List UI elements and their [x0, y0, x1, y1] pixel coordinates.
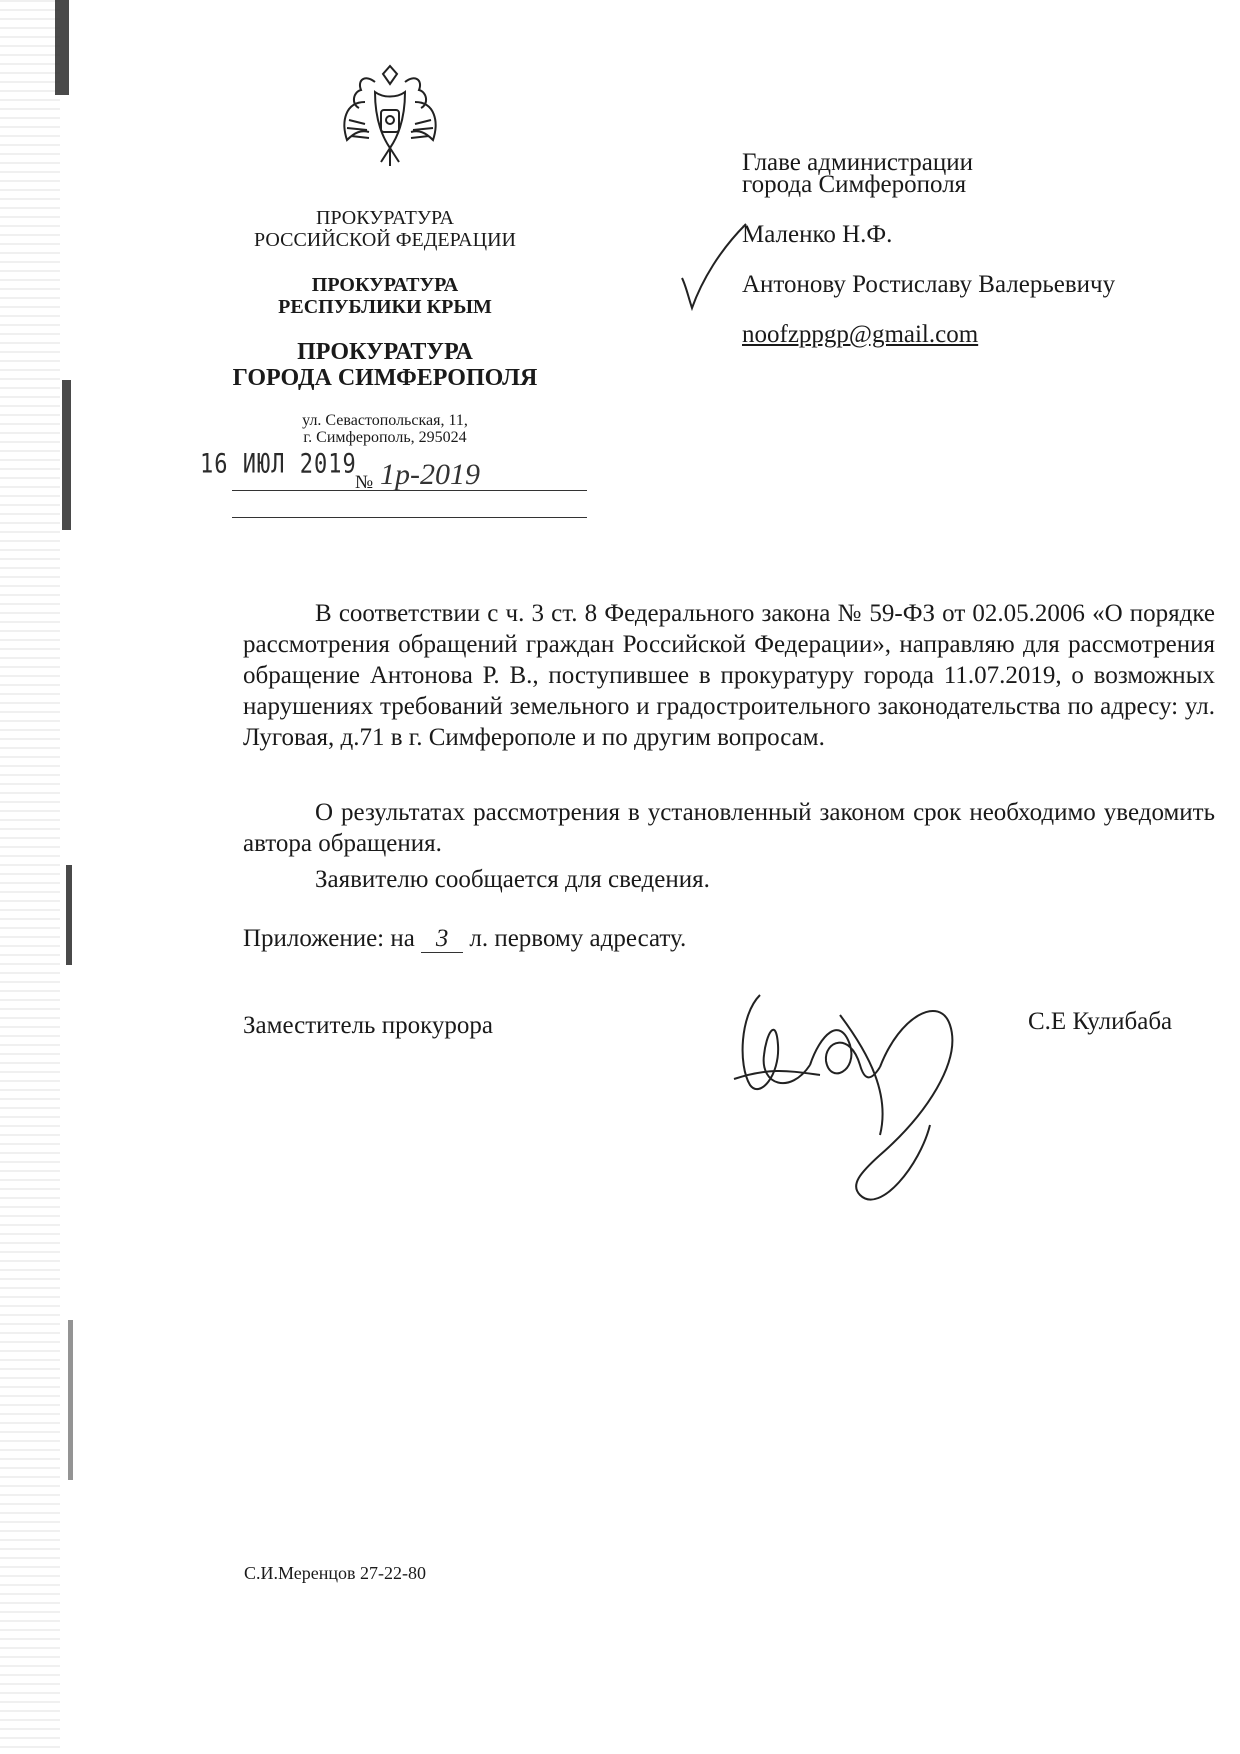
scan-artifact [0, 0, 60, 1754]
header-address [215, 412, 555, 447]
handwritten-signature-icon [730, 975, 980, 1225]
scan-artifact [55, 0, 69, 95]
header-city-line2: ГОРОДА СИМФЕРОПОЛЯ [232, 364, 538, 391]
header-rf [215, 208, 555, 251]
header-city [215, 340, 555, 392]
body-paragraph-1: В соответствии с ч. 3 ст. 8 Федерального закона № 59-ФЗ от 02.05.2006 «О порядке рассмотрения обращений граждан Российской Федерации», направляю для рассмотрения обращение Антонова Р. В., поступившее в прокуратуру города 11.07.2019, о возможных нарушениях требований земельного и градостроительного законодательства по адресу: ул. Луговая, д.71 в г. Симферополе и по другим вопросам. [243, 600, 1215, 751]
header-address-line1: ул. Севастопольская, 11, [302, 412, 468, 429]
header-rk-line1: ПРОКУРАТУРА [311, 274, 459, 296]
addressee-line1: Главе администрации [742, 149, 973, 176]
registration-number: 1р-2019 [380, 458, 480, 491]
attachment-suffix: л. первому адресату. [469, 925, 687, 952]
handwritten-check-mark-icon [680, 220, 750, 315]
addressee-line2: города Симферополя [742, 171, 967, 198]
addressee-name: Маленко Н.Ф. [742, 221, 893, 248]
header-address-line2: г. Симферополь, 295024 [303, 429, 467, 447]
signer-name: С.Е Кулибаба [1028, 1008, 1173, 1035]
header-rf-line2: РОССИЙСКОЙ ФЕДЕРАЦИИ [254, 228, 516, 251]
russian-emblem-icon [335, 62, 445, 172]
signer-title: Заместитель прокурора [243, 1012, 493, 1039]
addressee-email: noofzppgp@gmail.com [742, 321, 979, 348]
attachment-prefix: Приложение: на [243, 925, 415, 952]
scan-artifact [68, 1320, 73, 1480]
attachment-count: 3 [421, 926, 463, 953]
header-rk-line2: РЕСПУБЛИКИ КРЫМ [278, 295, 492, 318]
body-paragraph-3: Заявителю сообщается для сведения. [315, 866, 710, 893]
executor-info: С.И.Меренцов 27-22-80 [244, 1563, 427, 1583]
scan-artifact [62, 380, 71, 530]
addressee-person: Антонову Ростиславу Валерьевичу [742, 271, 1116, 298]
header-rf-line1: ПРОКУРАТУРА [316, 207, 454, 229]
header-city-line1: ПРОКУРАТУРА [297, 339, 473, 365]
registration-line [232, 517, 587, 518]
date-stamp: 16 ИЮЛ 2019 [200, 449, 357, 480]
attachment-line [243, 925, 686, 953]
number-sign: № [355, 472, 374, 493]
header-rk [215, 275, 555, 318]
body-paragraph-2: О результатах рассмотрения в установленный законом срок необходимо уведомить автора обращения. [243, 799, 1215, 857]
scan-artifact [66, 865, 72, 965]
